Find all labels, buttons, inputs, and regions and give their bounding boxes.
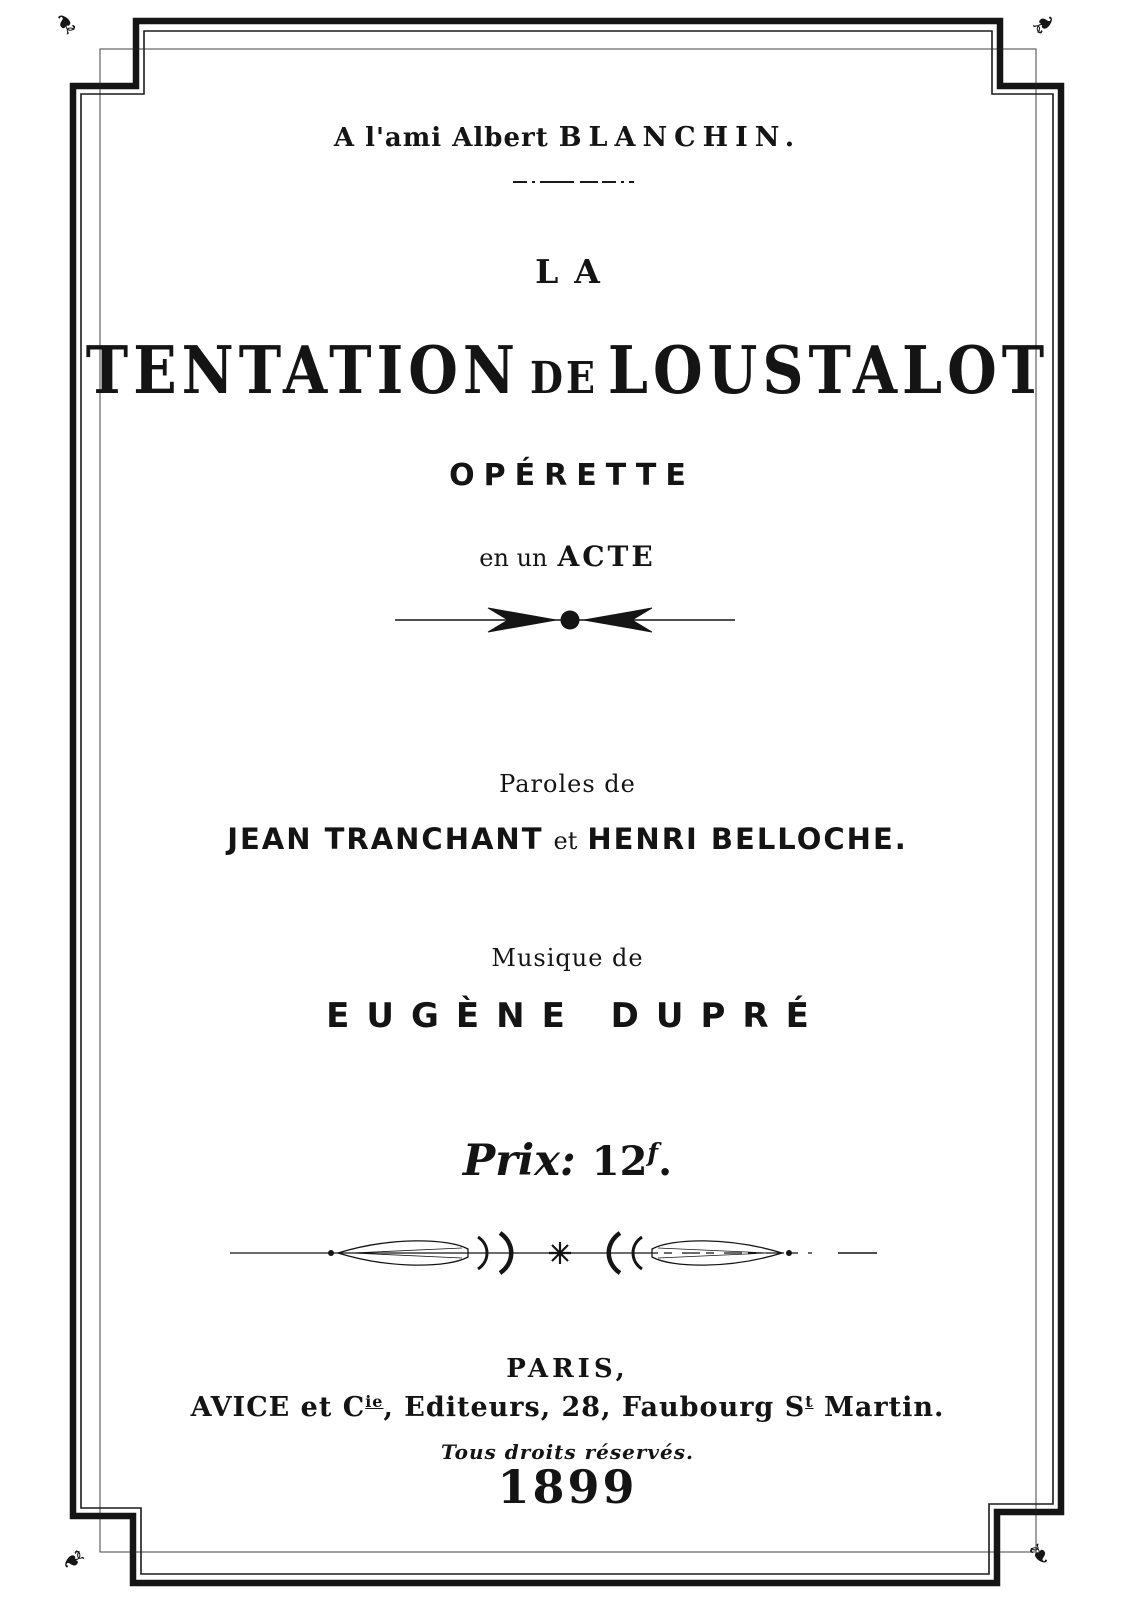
conjunction: et (553, 827, 578, 855)
lyricist-2: HENRI BELLOCHE. (587, 822, 908, 856)
corner-ornament-icon: ❧ (51, 1538, 95, 1581)
act-prefix: en un (479, 544, 548, 572)
music-label: Musique de (491, 944, 644, 972)
price-line (73, 1136, 1062, 1186)
dedication-prefix: A l'ami Albert (333, 123, 549, 153)
act-word: ACTE (557, 540, 656, 573)
main-title (73, 332, 1062, 410)
publisher-line (73, 1392, 1062, 1423)
dedication-name: BLANCHIN. (558, 122, 802, 153)
lyrics-label: Paroles de (499, 770, 636, 798)
title-part1: TENTATION (85, 332, 520, 410)
title-connector: DE (530, 351, 598, 404)
corner-ornament-icon: ❧ (1022, 3, 1066, 46)
ornament-divider (230, 1233, 877, 1273)
publication-year: 1899 (497, 1460, 638, 1514)
genre-label: OPÉRETTE (449, 458, 695, 493)
title-article: LA (535, 252, 616, 291)
street-rest: Martin. (813, 1392, 945, 1423)
lyricist-1: JEAN TRANCHANT (227, 822, 544, 856)
corner-ornament-icon: ❧ (1017, 1533, 1061, 1576)
publisher-superscript: ie (365, 1392, 384, 1411)
imprint-city: PARIS, (506, 1354, 629, 1384)
corner-ornament-icon: ❧ (44, 2, 88, 45)
publisher-name: AVICE et C (190, 1392, 366, 1423)
price-amount: 12 (591, 1138, 648, 1185)
lyricists (73, 822, 1062, 856)
arrow-dot-divider (395, 608, 735, 632)
price-period: . (658, 1138, 673, 1185)
publisher-rest: , Editeurs, 28, Faubourg S (383, 1392, 806, 1423)
price-label: Prix: (462, 1136, 576, 1186)
rights-notice: Tous droits réservés. (441, 1440, 694, 1464)
composer-name: EUGÈNE DUPRÉ (326, 996, 826, 1036)
title-part2: LOUSTALOT (607, 332, 1050, 410)
price-currency: f (647, 1138, 659, 1167)
act-line (73, 540, 1062, 573)
star-ornament (549, 1242, 571, 1264)
saint-superscript: t (805, 1392, 814, 1411)
dedication (73, 122, 1062, 153)
